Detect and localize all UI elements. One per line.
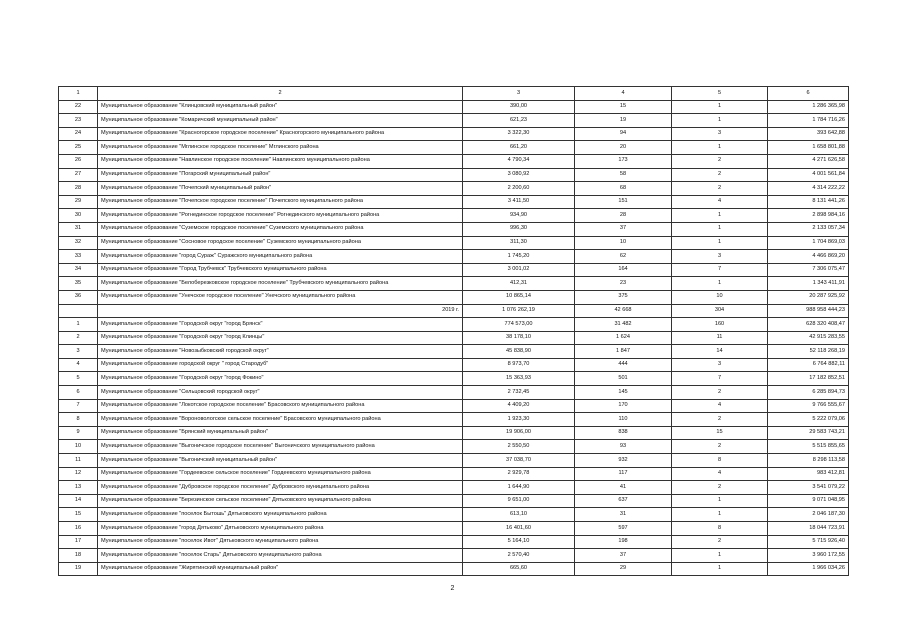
- table-row: [59, 195, 849, 209]
- cell-col3: 4 790,34: [463, 154, 575, 168]
- cell-col6: 1 704 869,03: [768, 236, 849, 250]
- municipality-name: Муниципальное образование "Унечское городское поселение" Унечского муниципального района: [98, 290, 463, 304]
- row-number: 19: [59, 562, 98, 576]
- row-number: 10: [59, 440, 98, 454]
- cell-col5: 1: [672, 222, 768, 236]
- cell-col3: 665,60: [463, 562, 575, 576]
- cell-col6: 393 642,88: [768, 127, 849, 141]
- table-row: [59, 222, 849, 236]
- table-row: [59, 154, 849, 168]
- cell-col6: 5 715 926,40: [768, 535, 849, 549]
- municipality-name: Муниципальное образование "Сосновое городское поселение" Суземского муниципального района: [98, 236, 463, 250]
- cell-col3: 934,90: [463, 209, 575, 223]
- cell-col6: 1 658 801,88: [768, 141, 849, 155]
- table-row: [59, 331, 849, 345]
- cell-col3: 3 080,92: [463, 168, 575, 182]
- cell-col4: 93: [575, 440, 672, 454]
- cell-col5: 1: [672, 562, 768, 576]
- cell-col6: 8 298 113,58: [768, 454, 849, 468]
- cell-col6: 8 131 441,26: [768, 195, 849, 209]
- table-row: [59, 508, 849, 522]
- table-row: [59, 454, 849, 468]
- municipality-name: Муниципальное образование "Выгоничское городское поселение" Выгоничского муниципального района: [98, 440, 463, 454]
- cell-col4: 23: [575, 277, 672, 291]
- row-number: 34: [59, 263, 98, 277]
- cell-col6: 3 960 172,55: [768, 549, 849, 563]
- cell-col4: 117: [575, 467, 672, 481]
- column-number: 4: [575, 87, 672, 101]
- row-number: 23: [59, 114, 98, 128]
- cell-col3: 8 973,70: [463, 358, 575, 372]
- cell-col4: 31: [575, 508, 672, 522]
- table-row: [59, 182, 849, 196]
- municipality-name: Муниципальное образование "Почепский муниципальный район": [98, 182, 463, 196]
- cell-col3: 1 745,20: [463, 250, 575, 264]
- row-number: 30: [59, 209, 98, 223]
- cell-col5: 4: [672, 195, 768, 209]
- municipality-name: Муниципальное образование "Почепское городское поселение" Почепского муниципального района: [98, 195, 463, 209]
- column-number: 1: [59, 87, 98, 101]
- table-row: [59, 549, 849, 563]
- cell-col3: 613,10: [463, 508, 575, 522]
- municipality-name: Муниципальное образование "Красногорское городское поселение" Красногорского муниципального района: [98, 127, 463, 141]
- cell-col3: 10 865,14: [463, 290, 575, 304]
- cell-col5: 11: [672, 331, 768, 345]
- cell-col6: 1 343 411,91: [768, 277, 849, 291]
- municipality-name: Муниципальное образование "Сельцовский городской округ": [98, 386, 463, 400]
- cell-col6: 20 287 925,92: [768, 290, 849, 304]
- cell-col6: 1 966 034,26: [768, 562, 849, 576]
- cell-col4: 375: [575, 290, 672, 304]
- municipality-name: Муниципальное образование "Город Трубчевск" Трубчевского муниципального района: [98, 263, 463, 277]
- table-row: [59, 440, 849, 454]
- year-total-row: [59, 304, 849, 318]
- data-table: [58, 86, 849, 576]
- cell-col3: 774 573,00: [463, 318, 575, 332]
- cell-col4: 444: [575, 358, 672, 372]
- row-number: 15: [59, 508, 98, 522]
- total-col5: 304: [672, 304, 768, 318]
- row-number: 33: [59, 250, 98, 264]
- municipality-name: Муниципальное образование "Белоберезковское городское поселение" Трубчевского муниципального района: [98, 277, 463, 291]
- cell-col4: 501: [575, 372, 672, 386]
- row-number: 24: [59, 127, 98, 141]
- cell-col4: 10: [575, 236, 672, 250]
- row-number: 25: [59, 141, 98, 155]
- cell-col5: 8: [672, 522, 768, 536]
- cell-col4: 20: [575, 141, 672, 155]
- cell-col3: 3 411,50: [463, 195, 575, 209]
- cell-col5: 7: [672, 263, 768, 277]
- cell-col5: 1: [672, 494, 768, 508]
- cell-col6: 2 898 984,16: [768, 209, 849, 223]
- cell-col3: 15 363,93: [463, 372, 575, 386]
- cell-col5: 1: [672, 209, 768, 223]
- municipality-name: Муниципальное образование "Вороновологское сельское поселение" Брасовского муниципального района: [98, 413, 463, 427]
- cell-col4: 19: [575, 114, 672, 128]
- cell-col5: 3: [672, 127, 768, 141]
- cell-col6: 29 583 743,21: [768, 426, 849, 440]
- municipality-name: Муниципальное образование "Навлинское городское поселение" Навлинского муниципального района: [98, 154, 463, 168]
- row-number: 1: [59, 318, 98, 332]
- municipality-name: Муниципальное образование "Дубровское городское поселение" Дубровского муниципального района: [98, 481, 463, 495]
- cell-col5: 1: [672, 277, 768, 291]
- year-label: 2019 г.: [98, 304, 463, 318]
- row-number: 28: [59, 182, 98, 196]
- cell-col5: 10: [672, 290, 768, 304]
- cell-col3: 16 401,60: [463, 522, 575, 536]
- table-body: [59, 87, 849, 576]
- cell-col3: 2 200,60: [463, 182, 575, 196]
- table-row: [59, 562, 849, 576]
- table-row: [59, 426, 849, 440]
- municipality-name: Муниципальное образование "Рогнединское городское поселение" Рогнединского муниципального района: [98, 209, 463, 223]
- row-number: 35: [59, 277, 98, 291]
- cell-col5: 3: [672, 250, 768, 264]
- row-number: 4: [59, 358, 98, 372]
- row-number: 12: [59, 467, 98, 481]
- municipality-name: Муниципальное образование "Новозыбковский городской округ": [98, 345, 463, 359]
- row-number: 13: [59, 481, 98, 495]
- cell-col3: 38 178,10: [463, 331, 575, 345]
- table-row: [59, 358, 849, 372]
- cell-col5: 2: [672, 154, 768, 168]
- cell-col4: 37: [575, 222, 672, 236]
- cell-col4: 637: [575, 494, 672, 508]
- row-number: 36: [59, 290, 98, 304]
- cell-col5: 2: [672, 182, 768, 196]
- cell-col3: 2 550,50: [463, 440, 575, 454]
- cell-col6: 5 515 855,65: [768, 440, 849, 454]
- cell-col4: 170: [575, 399, 672, 413]
- municipality-name: Муниципальное образование "Выгоничский муниципальный район": [98, 454, 463, 468]
- municipality-name: Муниципальное образование "город Дятьково" Дятьковского муниципального района: [98, 522, 463, 536]
- row-number: 11: [59, 454, 98, 468]
- municipality-name: Муниципальное образование "Гордеевское сельское поселение" Гордеевского муниципального района: [98, 467, 463, 481]
- table-row: [59, 127, 849, 141]
- cell-col3: 1 923,30: [463, 413, 575, 427]
- cell-col3: 9 651,00: [463, 494, 575, 508]
- table-row: [59, 413, 849, 427]
- cell-col5: 4: [672, 467, 768, 481]
- cell-col4: 28: [575, 209, 672, 223]
- table-row: [59, 386, 849, 400]
- cell-col5: 1: [672, 549, 768, 563]
- cell-col3: 3 001,02: [463, 263, 575, 277]
- cell-col4: 1 624: [575, 331, 672, 345]
- column-number: 2: [98, 87, 463, 101]
- cell-col3: 2 929,78: [463, 467, 575, 481]
- row-number: 27: [59, 168, 98, 182]
- cell-col6: 5 222 079,06: [768, 413, 849, 427]
- total-col3: 1 076 262,19: [463, 304, 575, 318]
- table-row: [59, 481, 849, 495]
- municipality-name: Муниципальное образование "Жирятинский муниципальный район": [98, 562, 463, 576]
- cell-col4: 173: [575, 154, 672, 168]
- cell-col4: 94: [575, 127, 672, 141]
- cell-col6: 2 133 057,34: [768, 222, 849, 236]
- cell-col6: 1 286 365,98: [768, 100, 849, 114]
- cell-col3: 311,30: [463, 236, 575, 250]
- cell-col6: 6 764 882,11: [768, 358, 849, 372]
- municipality-name: Муниципальное образование "Брянский муниципальный район": [98, 426, 463, 440]
- cell-col3: 2 570,40: [463, 549, 575, 563]
- cell-col4: 164: [575, 263, 672, 277]
- cell-col4: 37: [575, 549, 672, 563]
- table-row: [59, 345, 849, 359]
- page-number: 2: [450, 585, 455, 592]
- cell-col5: 4: [672, 399, 768, 413]
- cell-col4: 198: [575, 535, 672, 549]
- cell-col4: 597: [575, 522, 672, 536]
- cell-col3: 996,30: [463, 222, 575, 236]
- row-number: 9: [59, 426, 98, 440]
- row-number: 17: [59, 535, 98, 549]
- municipality-name: Муниципальное образование "Комаричский муниципальный район": [98, 114, 463, 128]
- table-row: [59, 277, 849, 291]
- total-col4: 42 668: [575, 304, 672, 318]
- table-row: [59, 318, 849, 332]
- cell-col4: 29: [575, 562, 672, 576]
- municipality-name: Муниципальное образование "поселок Ивот" Дятьковского муниципального района: [98, 535, 463, 549]
- municipality-name: Муниципальное образование "поселок Старь" Дятьковского муниципального района: [98, 549, 463, 563]
- cell-col5: 15: [672, 426, 768, 440]
- cell-col6: 4 001 561,84: [768, 168, 849, 182]
- table-row: [59, 141, 849, 155]
- cell-col6: 6 285 894,73: [768, 386, 849, 400]
- cell-col6: 4 314 222,22: [768, 182, 849, 196]
- row-number: 32: [59, 236, 98, 250]
- table-row: [59, 168, 849, 182]
- cell-col3: 661,20: [463, 141, 575, 155]
- cell-col5: 2: [672, 535, 768, 549]
- cell-col5: 1: [672, 100, 768, 114]
- municipality-name: Муниципальное образование "Погарский муниципальный район": [98, 168, 463, 182]
- row-number: 7: [59, 399, 98, 413]
- row-number: 8: [59, 413, 98, 427]
- cell-col3: 621,23: [463, 114, 575, 128]
- cell-col4: 58: [575, 168, 672, 182]
- municipality-name: Муниципальное образование "Локотское городское поселение" Брасовского муниципального района: [98, 399, 463, 413]
- municipality-name: Муниципальное образование "Городской округ "город Фокино": [98, 372, 463, 386]
- cell-col4: 68: [575, 182, 672, 196]
- cell-col3: 3 322,30: [463, 127, 575, 141]
- table-row: [59, 494, 849, 508]
- table-row: [59, 535, 849, 549]
- cell-col6: 17 182 852,51: [768, 372, 849, 386]
- table-row: [59, 522, 849, 536]
- table-row: [59, 263, 849, 277]
- cell-col3: 37 038,70: [463, 454, 575, 468]
- table-row: [59, 290, 849, 304]
- cell-col3: 412,31: [463, 277, 575, 291]
- table-row: [59, 399, 849, 413]
- municipality-name: Муниципальное образование городской округ " город Стародуб": [98, 358, 463, 372]
- cell-col4: 932: [575, 454, 672, 468]
- cell-col6: 4 271 626,58: [768, 154, 849, 168]
- total-col6: 988 958 444,23: [768, 304, 849, 318]
- cell-col4: 62: [575, 250, 672, 264]
- cell-col4: 15: [575, 100, 672, 114]
- cell-col6: 52 118 268,19: [768, 345, 849, 359]
- row-number: 6: [59, 386, 98, 400]
- cell-col6: 42 915 283,55: [768, 331, 849, 345]
- row-number: 16: [59, 522, 98, 536]
- cell-col5: 2: [672, 481, 768, 495]
- cell-col3: 1 644,90: [463, 481, 575, 495]
- row-number: 29: [59, 195, 98, 209]
- column-number: 3: [463, 87, 575, 101]
- cell-col6: 1 784 716,26: [768, 114, 849, 128]
- cell-col3: 45 838,90: [463, 345, 575, 359]
- cell-col6: 18 044 723,91: [768, 522, 849, 536]
- cell-col6: 4 466 869,20: [768, 250, 849, 264]
- cell-col5: 1: [672, 114, 768, 128]
- cell-col6: 983 412,81: [768, 467, 849, 481]
- row-number: 26: [59, 154, 98, 168]
- cell-col4: 838: [575, 426, 672, 440]
- cell-col5: 160: [672, 318, 768, 332]
- cell-col3: 4 409,20: [463, 399, 575, 413]
- cell-col4: 41: [575, 481, 672, 495]
- table-row: [59, 372, 849, 386]
- cell-col6: 628 320 408,47: [768, 318, 849, 332]
- table-row: [59, 250, 849, 264]
- municipality-name: Муниципальное образование "Городской округ "город Клинцы": [98, 331, 463, 345]
- cell-col6: 9 766 555,67: [768, 399, 849, 413]
- cell-col4: 151: [575, 195, 672, 209]
- cell-col3: 390,00: [463, 100, 575, 114]
- row-number: 22: [59, 100, 98, 114]
- cell-col5: 8: [672, 454, 768, 468]
- municipality-name: Муниципальное образование "Клинцовский муниципальный район": [98, 100, 463, 114]
- cell-col6: 7 306 075,47: [768, 263, 849, 277]
- table-row: [59, 236, 849, 250]
- municipality-name: Муниципальное образование "Городской округ "город Брянск": [98, 318, 463, 332]
- cell-col6: 3 541 079,22: [768, 481, 849, 495]
- cell-col4: 110: [575, 413, 672, 427]
- cell-col5: 2: [672, 413, 768, 427]
- cell-col5: 3: [672, 358, 768, 372]
- table-row: [59, 209, 849, 223]
- column-number: 6: [768, 87, 849, 101]
- column-number-row: [59, 87, 849, 101]
- cell-col3: 5 164,10: [463, 535, 575, 549]
- cell-col5: 1: [672, 236, 768, 250]
- table-row: [59, 467, 849, 481]
- row-number: 31: [59, 222, 98, 236]
- row-number: 5: [59, 372, 98, 386]
- cell-col5: 7: [672, 372, 768, 386]
- cell-col5: 14: [672, 345, 768, 359]
- row-number: 14: [59, 494, 98, 508]
- row-number: 18: [59, 549, 98, 563]
- empty-cell: [59, 304, 98, 318]
- cell-col5: 2: [672, 386, 768, 400]
- cell-col4: 145: [575, 386, 672, 400]
- cell-col3: 2 732,45: [463, 386, 575, 400]
- cell-col5: 1: [672, 508, 768, 522]
- cell-col4: 31 482: [575, 318, 672, 332]
- cell-col5: 2: [672, 168, 768, 182]
- row-number: 2: [59, 331, 98, 345]
- municipality-name: Муниципальное образование "город Сураж" Суражского муниципального района: [98, 250, 463, 264]
- municipality-name: Муниципальное образование "Березинское сельское поселение" Дятьковского муниципального района: [98, 494, 463, 508]
- table-row: [59, 100, 849, 114]
- municipality-name: Муниципальное образование "Суземское городское поселение" Суземского муниципального района: [98, 222, 463, 236]
- cell-col4: 1 847: [575, 345, 672, 359]
- cell-col3: 19 906,00: [463, 426, 575, 440]
- table-row: [59, 114, 849, 128]
- municipality-name: Муниципальное образование "Мглинское городское поселение" Мглинского района: [98, 141, 463, 155]
- municipality-name: Муниципальное образование "поселок Бытошь" Дятьковского муниципального района: [98, 508, 463, 522]
- cell-col6: 9 071 048,95: [768, 494, 849, 508]
- column-number: 5: [672, 87, 768, 101]
- cell-col6: 2 046 187,30: [768, 508, 849, 522]
- cell-col5: 1: [672, 141, 768, 155]
- cell-col5: 2: [672, 440, 768, 454]
- row-number: 3: [59, 345, 98, 359]
